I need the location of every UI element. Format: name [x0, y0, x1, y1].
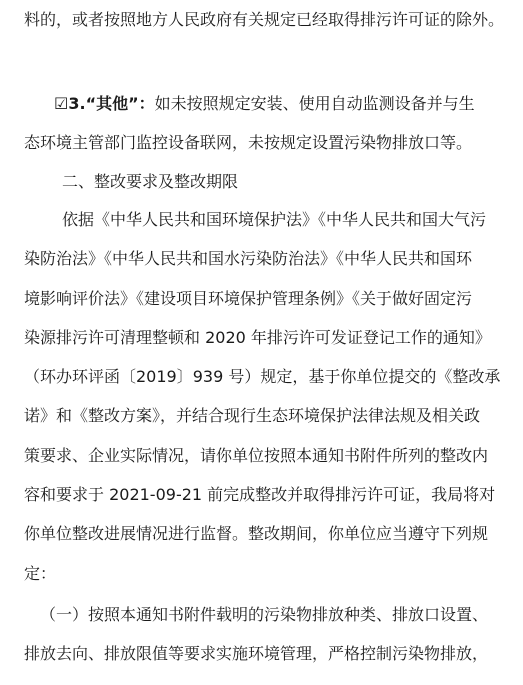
section-heading: 二、整改要求及整改期限 — [62, 172, 239, 191]
paragraph-line-11: 策要求、企业实际情况，请你单位按照本通知书附件所列的整改内 — [24, 446, 489, 465]
paragraph-line-12: 容和要求于 2021-09-21 前完成整改并取得排污许可证，我局将对 — [24, 485, 496, 504]
item-text: 如未按照规定安装、使用自动监测设备并与生 — [154, 94, 475, 113]
paragraph-line-6: 染防治法》《中华人民共和国水污染防治法》《中华人民共和国环 — [24, 249, 473, 268]
paragraph-line-16: 排放去向、排放限值等要求实施环境管理，严格控制污染物排放， — [24, 644, 489, 663]
checkbox-checked-icon: ☑ — [54, 94, 69, 113]
item-number: 3. — [68, 94, 86, 113]
item-colon: ： — [138, 94, 155, 113]
paragraph-line-7: 境影响评价法》《建设项目环境保护管理条例》《关于做好固定污 — [24, 289, 473, 308]
paragraph-line-15: （一）按照本通知书附件载明的污染物排放种类、排放口设置、 — [40, 605, 489, 624]
item-title: “其他” — [85, 94, 139, 113]
checklist-item-3 — [54, 92, 523, 116]
paragraph-line-1: 料的，或者按照地方人民政府有关规定已经取得排污许可证的除外。 — [24, 10, 505, 29]
paragraph-line-14: 定： — [24, 564, 57, 583]
paragraph-line-13: 你单位整改进展情况进行监督。整改期间，你单位应当遵守下列规 — [24, 524, 489, 543]
paragraph-line-5: 依据《中华人民共和国环境保护法》《中华人民共和国大气污 — [62, 210, 487, 229]
paragraph-line-10: 诺》和《整改方案》，并结合现行生态环境保护法律法规及相关政 — [24, 406, 481, 425]
paragraph-line-8: 染源排污许可清理整顿和 2020 年排污许可发证登记工作的通知》 — [24, 328, 491, 347]
paragraph-line-9: （环办环评函〔2019〕939 号）规定，基于你单位提交的《整改承 — [24, 367, 501, 386]
paragraph-line-3: 态环境主管部门监控设备联网，未按规定设置污染物排放口等。 — [24, 133, 473, 152]
